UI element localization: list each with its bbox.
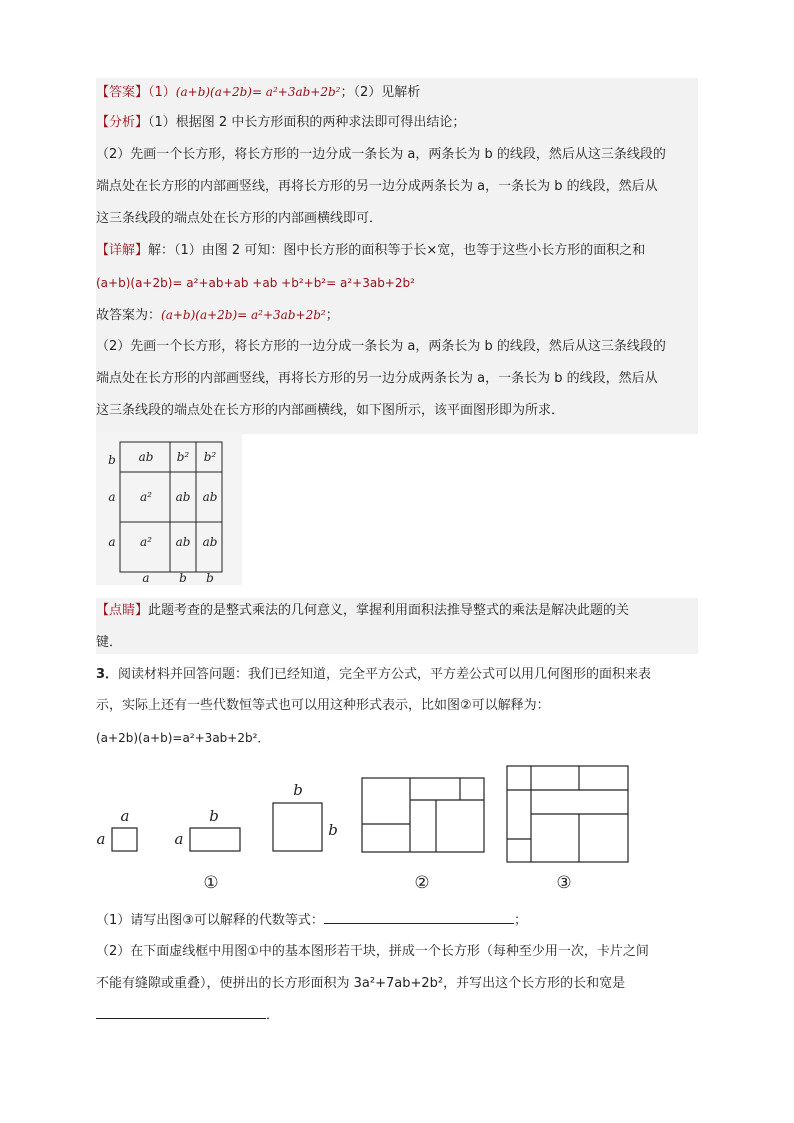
answer-part2: ；（2）见解析 [340,85,421,100]
grid-cell: ab [175,535,191,549]
sub2-answer-blank[interactable] [96,1006,266,1019]
grid-cell: b² [203,450,217,464]
fig1-label-b-square-top: b [293,781,303,799]
detail-text-1: 解：（1）由图 2 可知：图中长方形的面积等于长×宽，也等于这些小长方形的面积之和 [148,243,646,258]
question3-sub2-line-2: 不能有缝隙或重叠），使拼出的长方形面积为 3a²+7ab+2b²，并写出这个长方形的长和宽是 [96,976,626,991]
fig2-shape [362,778,484,852]
answer-line [96,83,420,102]
grid-cell: ab [202,535,218,549]
grid-cell: a² [140,490,152,504]
fig3-shape [507,766,628,862]
question3-line-3: (a+2b)(a+b)=a²+3ab+2b²． [96,731,270,745]
analysis-line-4: 这三条线段的端点处在长方形的内部画横线即可． [96,211,383,226]
grid-figure [96,432,242,585]
analysis-tag: 【分析】 [96,115,149,130]
point-tag: 【点睛】 [96,603,149,618]
analysis-line-2: （2）先画一个长方形，将长方形的一边分成一条长为 a，两条长为 b 的线段，然后从这三条线段的 [96,147,666,162]
sub2-end: ． [266,1008,280,1023]
grid-col-label: b [206,571,214,585]
fig1-square-b [273,803,322,851]
question3-sub1 [96,911,527,930]
detail-tag: 【详解】 [96,243,149,258]
detail-line-3 [96,306,339,325]
fig1-label-a-rect: a [174,830,184,848]
fig1-label-b-square-side: b [328,821,338,839]
detail-line-6: 这三条线段的端点处在长方形的内部画横线，如下图所示，该平面图形即为所求． [96,403,565,418]
grid-cell: ab [175,490,191,504]
grid-col-label: b [179,571,187,585]
point-line-1 [96,602,629,620]
analysis-line-3: 端点处在长方形的内部画竖线，再将长方形的另一边分成两条长为 a，一条长为 b 的线段，然后从 [96,179,658,194]
detail-answer-suffix: ； [325,308,339,323]
detail-line-5: 端点处在长方形的内部画竖线，再将长方形的另一边分成两条长为 a，一条长为 b 的线段，然后从 [96,371,658,386]
grid-cell: b² [176,450,190,464]
point-line-2: 键． [96,635,123,650]
sub1-answer-blank[interactable] [324,911,514,924]
answer-formula: (a+b)(a+2b)= a²+3ab+2b² [175,85,341,99]
analysis-line-1 [96,114,465,132]
question3-figures [90,760,650,900]
sub1-end: ； [513,913,527,928]
question3-text-1: 阅读材料并回答问题：我们已经知道，完全平方公式，平方差公式可以用几何图形的面积来表 [118,667,652,682]
fig1-square-a [112,828,137,851]
fig-number-3: ③ [556,873,572,893]
answer-part1: （1） [148,85,176,100]
grid-col-label: a [142,571,150,585]
grid-row-label: a [108,490,116,504]
fig1-rect-ab [190,828,240,851]
grid-cell: ab [138,450,154,464]
analysis-text-1: （1）根据图 2 中长方形面积的两种求法即可得出结论； [148,115,466,130]
question3-line-1 [96,666,651,684]
fig1-label-b-top: b [209,807,219,825]
grid-row-label: a [108,535,116,549]
grid-row-label: b [108,453,116,467]
fig-number-1: ① [203,873,219,893]
question3-number: 3． [96,667,119,682]
grid-cell: ab [202,490,218,504]
detail-line-4: （2）先画一个长方形，将长方形的一边分成一条长为 a，两条长为 b 的线段，然后从这三条线段的 [96,339,666,354]
point-text-1: 此题考查的是整式乘法的几何意义，掌握利用面积法推导整式的乘法是解决此题的关 [148,603,630,618]
fig-number-2: ② [414,873,430,893]
answer-tag: 【答案】 [96,85,149,100]
fig1-label-a-side: a [96,830,106,848]
grid-cell: a² [140,535,152,549]
detail-line-2: (a+b)(a+2b)= a²+ab+ab +ab +b²+b²= a²+3ab+2b² [96,276,415,290]
detail-answer-prefix: 故答案为： [96,308,162,323]
detail-answer-formula: (a+b)(a+2b)= a²+3ab+2b² [161,308,326,322]
question3-sub2-line-3 [96,1006,279,1025]
fig1-label-a-top: a [120,807,130,825]
sub1-text: （1）请写出图③可以解释的代数等式： [96,913,324,928]
detail-line-1 [96,242,645,260]
question3-sub2-line-1: （2）在下面虚线框中用图①中的基本图形若干块，拼成一个长方形（每种至少用一次，卡片之间 [96,944,649,959]
question3-line-2: 示，实际上还有一些代数恒等式也可以用这种形式表示，比如图②可以解释为： [96,698,550,713]
